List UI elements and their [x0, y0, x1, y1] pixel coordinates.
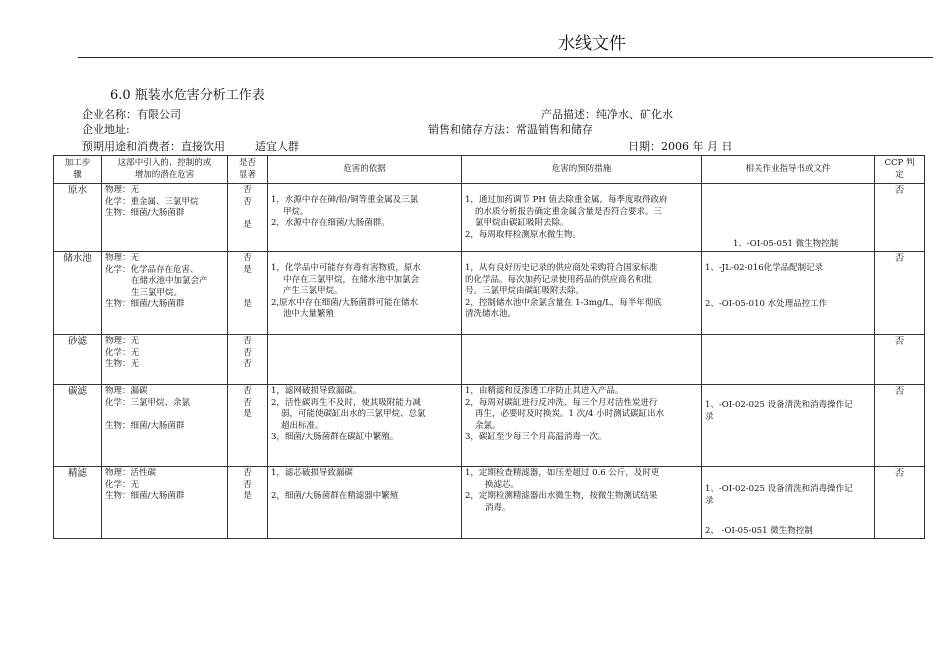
ccp-cell: 否	[875, 252, 925, 335]
prevention-cell: 1，从有良好历史记录的供应商处采购符合国家标准 的化学品。每次加药记录使用药品的供应商名和批 号。三氯甲烷由碳缸吸附去除。 2，控制储水池中余氯含量在 1-3mg/L，每半年彻底 清洗储水池。	[462, 252, 702, 335]
prevention-cell: 1，由精滤和反渗透工序防止其进入产品。 2，每周对碳缸进行反冲洗、每三个月对活性炭进行 再生，必要时及时换炭。1 次/4 小时测试碳缸出水 余氯。 3，碳缸至少每三个月高温消毒一次。	[462, 385, 702, 467]
table-row	[54, 184, 925, 252]
header-step: 加工步 骤	[54, 156, 102, 184]
table-row	[54, 385, 925, 467]
company-address: 企业地址:	[82, 123, 130, 136]
header-divider	[78, 57, 933, 58]
basis-cell: 1，滤芯破损导致漏碳 2，细菌/大肠菌群在精滤器中繁殖	[268, 467, 462, 539]
hazard-cell: 物理：无 化学：无 生物：无	[102, 335, 228, 385]
significance-cell: 否 否 否	[228, 335, 268, 385]
basis-cell: 1，水源中存在砷/铅/铜等重金属及三氯 甲烷。 2，水源中存在细菌/大肠菌群。	[268, 184, 462, 252]
hazard-analysis-table	[53, 155, 925, 539]
basis-cell: 1，化学品中可能存有毒有害物质，原水 中存在三氯甲烷，在储水池中加氯会 产生三氯甲烷。 2,原水中存在细菌/大肠菌群可能在储水 池中大量繁殖	[268, 252, 462, 335]
table-row	[54, 252, 925, 335]
docs-cell: 1、-OI-02-025 设备清洗和消毒操作记 录	[702, 385, 875, 467]
hazard-cell: 物理：无 化学：化学品存在危害、 在储水池中加氯会产 生三氯甲烷。 生物：细菌/大肠菌群	[102, 252, 228, 335]
step-cell: 精滤	[54, 467, 102, 539]
step-cell: 原水	[54, 184, 102, 252]
ccp-cell: 否	[875, 385, 925, 467]
company-name: 企业名称：有限公司	[82, 108, 181, 121]
docs-cell	[702, 335, 875, 385]
product-description: 产品描述：纯净水、矿化水	[541, 108, 673, 121]
header-docs: 相关作业指导书或文件	[702, 156, 875, 184]
basis-cell	[268, 335, 462, 385]
table-header-row	[54, 156, 925, 184]
table-row	[54, 467, 925, 539]
hazard-cell: 物理：无 化学：重金属、三氯甲烷 生物：细菌/大肠菌群	[102, 184, 228, 252]
docs-cell: 1、-OI-02-025 设备清洗和消毒操作记 录 2、 -OI-05-051 微生物控制	[702, 467, 875, 539]
step-cell: 碳滤	[54, 385, 102, 467]
ccp-cell: 否	[875, 467, 925, 539]
prevention-cell	[462, 335, 702, 385]
significance-cell: 否 否 是	[228, 385, 268, 467]
hazard-cell: 物理：漏碳 化学：三氯甲烷、余氯 生物：细菌/大肠菌群	[102, 385, 228, 467]
prevention-cell: 1，通过加药调节 PH 值去除重金属，每季度取得政府 的水质分析报告确定重金属含量是否符合要求。三 氯甲烷由碳缸吸附去除。 2，每周取样检测原水微生物。	[462, 184, 702, 252]
prevention-cell: 1，定期检查精滤器，如压差超过 0.6 公斤，及时更 换滤芯。 2，定期检测精滤器出水微生物，按微生物测试结果 消毒。	[462, 467, 702, 539]
step-cell: 储水池	[54, 252, 102, 335]
step-cell: 砂滤	[54, 335, 102, 385]
sheet-title: 6.0 瓶装水危害分析工作表	[110, 88, 265, 103]
header-basis: 危害的依据	[268, 156, 462, 184]
docs-cell: 1、-OI-05-051 微生物控制	[702, 184, 875, 252]
intended-use: 预期用途和消费者：直接饮用	[82, 140, 225, 153]
table-row	[54, 335, 925, 385]
document-date: 日期：2006 年 月 日	[628, 140, 733, 153]
sales-storage-method: 销售和储存方法：常温销售和储存	[428, 123, 593, 136]
suitable-population: 适宜人群	[255, 140, 299, 153]
header-ccp: CCP 判 定	[875, 156, 925, 184]
hazard-cell: 物理：活性碳 化学：无 生物：细菌/大肠菌群	[102, 467, 228, 539]
ccp-cell: 否	[875, 184, 925, 252]
docs-cell: 1、-JL-02-016化学品配制记录 2、-OI-05-010 水处理品控工作	[702, 252, 875, 335]
significance-cell: 否 是 是	[228, 252, 268, 335]
basis-cell: 1，滤网破损导致漏碳。 2，活性碳再生不及时，使其吸附能力减 弱，可能使碳缸出水的三氯甲烷、总氯 超出标准。 3，细菌/大肠菌群在碳缸中繁殖。	[268, 385, 462, 467]
header-significant: 是否 显著	[228, 156, 268, 184]
document-header-title: 水线文件	[558, 34, 626, 54]
header-prevention: 危害的预防措施	[462, 156, 702, 184]
significance-cell: 否 否 是	[228, 467, 268, 539]
ccp-cell: 否	[875, 335, 925, 385]
header-hazard: 这部中引入的、控制的或 增加的潜在危害	[102, 156, 228, 184]
significance-cell: 否 否 是	[228, 184, 268, 252]
